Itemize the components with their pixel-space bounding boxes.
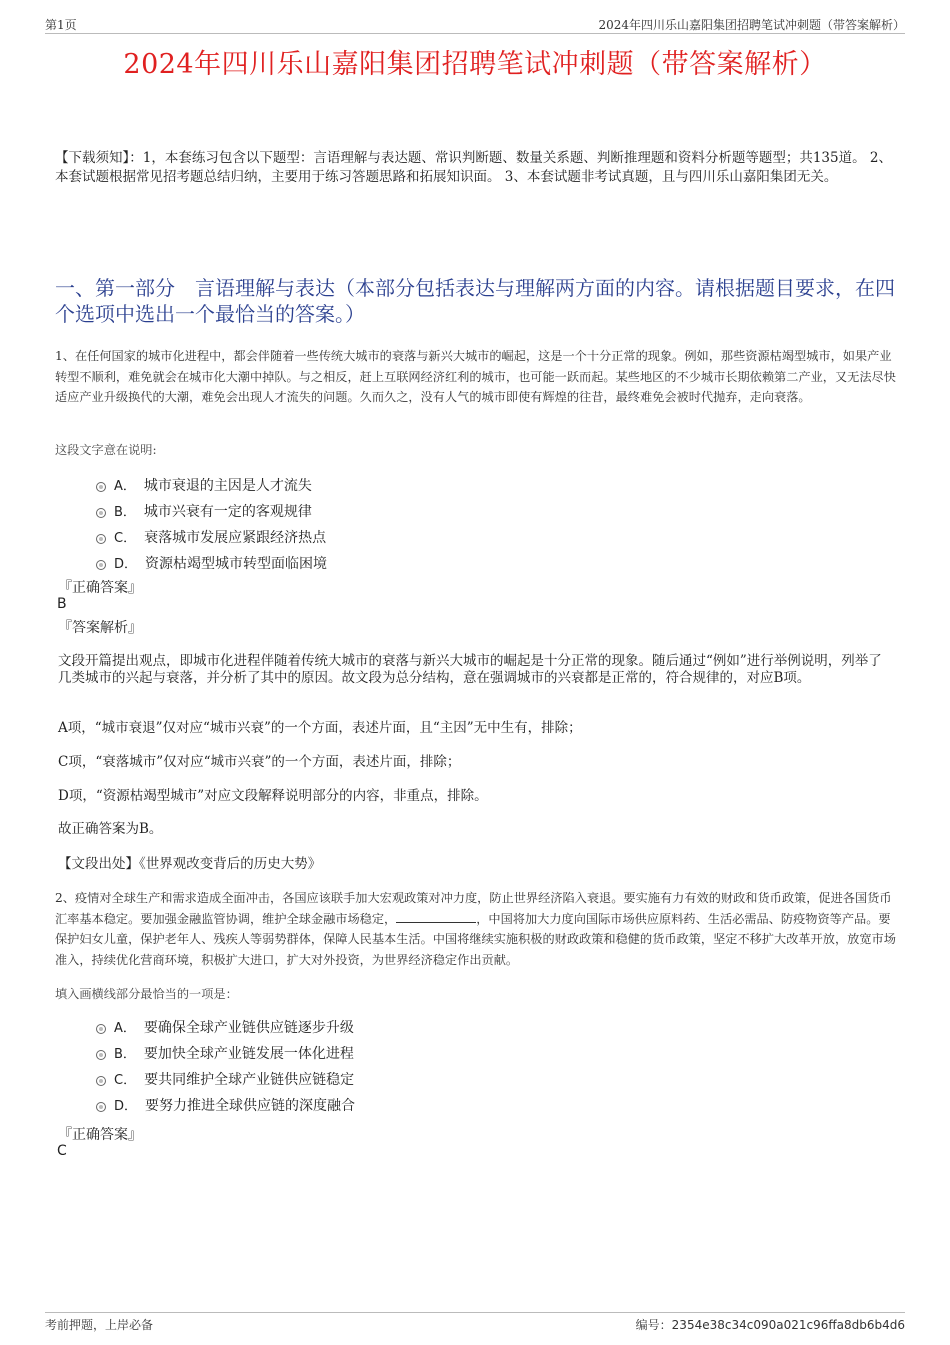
- option-c[interactable]: C． 衰落城市发展应紧跟经济热点: [96, 528, 327, 554]
- question-1-text: 1、在任何国家的城市化进程中，都会伴随着一些传统大城市的衰落与新兴大城市的崛起，这是一个十分正常的现象。例如，那些资源枯竭型城市，如果产业转型不顺利，难免就会在城市化大潮中掉队。与之相反，赶上互联网经济红利的城市，也可能一跃而起。某些地区的不少城市长期依赖第二产业，又无法尽快适应产业升级换代的大潮，难免会出现人才流失的问题。久而久之，没有人气的城市即使有辉煌的往昔，最终难免会被时代抛弃，走向衰落。: [55, 349, 896, 404]
- radio-icon[interactable]: [96, 508, 106, 518]
- option-c[interactable]: C． 要共同维护全球产业链供应链稳定: [96, 1070, 355, 1096]
- page-footer: [45, 1312, 905, 1333]
- option-d[interactable]: D． 资源枯竭型城市转型面临困境: [96, 554, 327, 580]
- document-code: 编号：2354e38c34c090a021c96ffa8db6b4d6: [635, 1318, 905, 1332]
- page-header: [45, 15, 905, 34]
- correct-answer-label: 『正确答案』: [58, 1127, 142, 1143]
- analysis-paragraph: 文段开篇提出观点，即城市化进程伴随着传统大城市的衰落与新兴大城市的崛起是十分正常的现象。随后通过“例如”进行举例说明，列举了几类城市的兴起与衰落，并分析了其中的原因。故文段为总分结构，意在强调城市的兴衰都是正常的，符合规律的，对应B项。: [58, 653, 882, 686]
- option-a[interactable]: A． 要确保全球产业链供应链逐步升级: [96, 1018, 355, 1044]
- question-2-options: [96, 1018, 355, 1122]
- option-d[interactable]: D． 要努力推进全球供应链的深度融合: [96, 1096, 355, 1122]
- section-heading: 一、第一部分 言语理解与表达（本部分包括表达与理解两方面的内容。请根据题目要求，在四个选项中选出一个最恰当的答案。）: [55, 276, 895, 326]
- radio-icon[interactable]: [96, 1050, 106, 1060]
- analysis-label: 『答案解析』: [58, 620, 142, 636]
- correct-answer: C: [57, 1143, 67, 1159]
- option-b[interactable]: B． 城市兴衰有一定的客观规律: [96, 502, 327, 528]
- analysis-conclusion: 故正确答案为B。: [58, 821, 163, 837]
- radio-icon[interactable]: [96, 534, 106, 544]
- question-2-prompt: 填入画横线部分最恰当的一项是：: [55, 987, 238, 1001]
- radio-icon[interactable]: [96, 1102, 106, 1112]
- analysis-option-a: A项，“城市衰退”仅对应“城市兴衰”的一个方面，表述片面，且“主因”无中生有，排除；: [58, 720, 582, 736]
- download-notice: 【下载须知】：1，本套练习包含以下题型：言语理解与表达题、常识判断题、数量关系题、判断推理题和资料分析题等题型；共135道。 2、本套试题根据常见招考题总结归纳，主要用于练习答题思路和拓展知识面。 3、本套试题非考试真题，且与四川乐山嘉阳集团无关。: [55, 150, 892, 185]
- document-title: 2024年四川乐山嘉阳集团招聘笔试冲刺题（带答案解析）: [123, 49, 827, 80]
- analysis-option-c: C项，“衰落城市”仅对应“城市兴衰”的一个方面，表述片面，排除；: [58, 754, 461, 770]
- page-number: 第1页: [45, 18, 77, 32]
- fill-blank: [396, 910, 476, 923]
- correct-answer-label: 『正确答案』: [58, 580, 142, 596]
- passage-source: 【文段出处】《世界观改变背后的历史大势》: [58, 856, 322, 872]
- option-b[interactable]: B． 要加快全球产业链发展一体化进程: [96, 1044, 355, 1070]
- radio-icon[interactable]: [96, 1024, 106, 1034]
- question-1-options: [96, 476, 327, 580]
- question-1-prompt: 这段文字意在说明:: [55, 443, 157, 457]
- question-2-text: 2、疫情对全球生产和需求造成全面冲击，各国应该联手加大宏观政策对冲力度，防止世界经济陷入衰退。要实施有力有效的财政和货币政策，促进各国货币汇率基本稳定。要加强金融监管协调，维护全球金融市场稳定， ，中国将加大力度向国际市场供应原料药、生活必需品、防疫物资等产品。要保护妇女儿童，保护老年人、残疾人等弱势群体，保障人民基本生活。中国将继续实施积极的财政政策和稳健的货币政策，坚定不移扩大改革开放，放宽市场准入，持续优化营商环境，积极扩大进口，扩大对外投资，为世界经济稳定作出贡献。: [55, 891, 896, 967]
- header-doc-title: 2024年四川乐山嘉阳集团招聘笔试冲刺题（带答案解析）: [598, 18, 905, 32]
- footer-slogan: 考前押题，上岸必备: [45, 1318, 154, 1332]
- analysis-option-d: D项，“资源枯竭型城市”对应文段解释说明部分的内容，非重点，排除。: [58, 788, 488, 804]
- radio-icon[interactable]: [96, 1076, 106, 1086]
- radio-icon[interactable]: [96, 560, 106, 570]
- correct-answer: B: [57, 596, 67, 612]
- option-a[interactable]: A． 城市衰退的主因是人才流失: [96, 476, 327, 502]
- radio-icon[interactable]: [96, 482, 106, 492]
